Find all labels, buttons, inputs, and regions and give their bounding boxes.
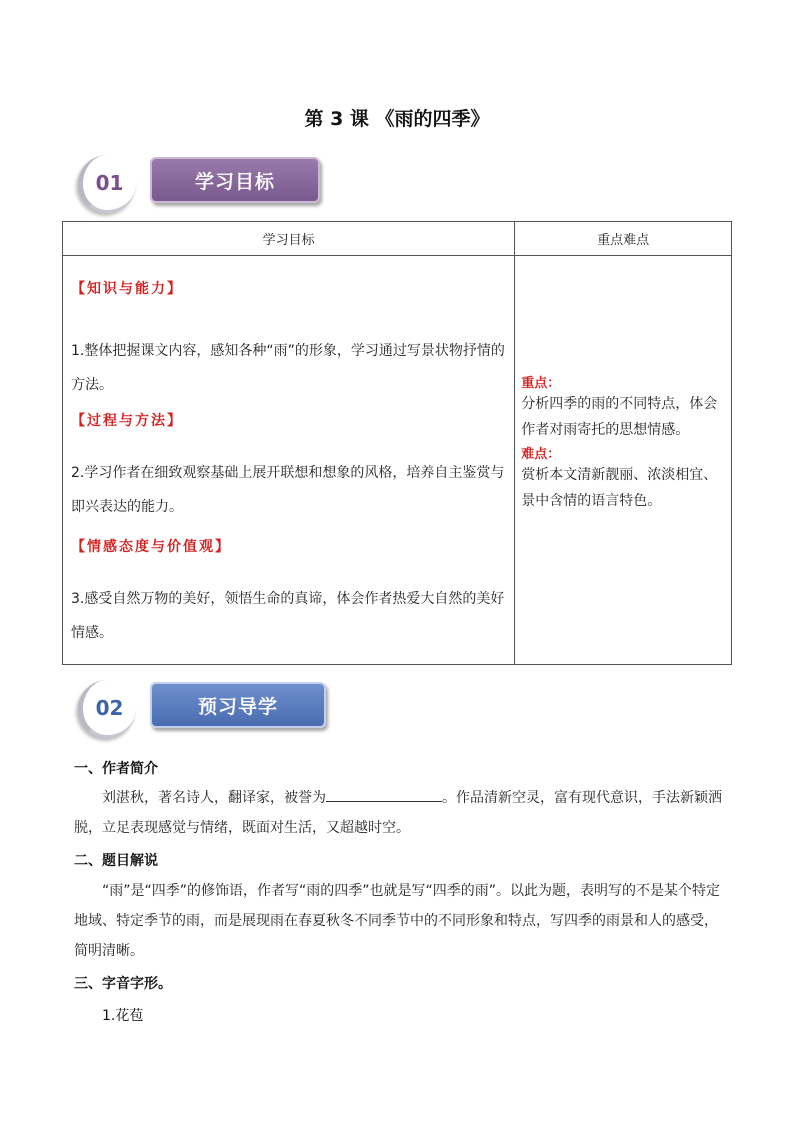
process-heading: 【过程与方法】 [71, 413, 183, 429]
difficulty-label: 难点： [521, 447, 561, 462]
key-point-label: 重点： [521, 376, 561, 391]
emotion-heading: 【情感态度与价值观】 [71, 539, 231, 555]
goal-item-3: 3.感受自然万物的美好，领悟生命的真谛，体会作者热爱大自然的美好情感。 [71, 591, 505, 641]
knowledge-heading: 【知识与能力】 [71, 281, 183, 297]
table-header-key-points: 重点难点 [515, 222, 732, 256]
section-number-badge: 01 [78, 155, 136, 213]
goals-table [62, 221, 732, 665]
author-text-before: 刘湛秋，著名诗人，翻译家，被誉为 [102, 790, 326, 806]
section-label: 预习导学 [150, 682, 326, 728]
page-title: 第 3 课 《雨的四季》 [304, 108, 490, 130]
fill-in-blank [326, 787, 442, 802]
difficulty-text: 赏析本文清新靓丽、浓淡相宜、景中含情的语言特色。 [521, 467, 718, 509]
section-label: 学习目标 [150, 157, 320, 203]
pronunciation-item-1: 1.花苞 [102, 1008, 144, 1024]
pronunciation-heading: 三、字音字形。 [74, 976, 172, 992]
author-text-after: 。作品清新空灵，富有现代意识，手法新颖洒脱，立足表现感觉与情绪，既面对生活，又超越时空。 [74, 790, 722, 836]
author-paragraph [74, 783, 722, 843]
topic-heading: 二、题目解说 [74, 853, 158, 869]
goal-item-1: 1.整体把握课文内容，感知各种“雨”的形象，学习通过写景状物抒情的方法。 [71, 343, 505, 393]
goals-cell [63, 256, 515, 665]
section-banner-preview [78, 680, 338, 734]
goal-item-2: 2.学习作者在细致观察基础上展开联想和想象的风格，培养自主鉴赏与即兴表达的能力。 [71, 465, 505, 515]
section-banner-goals [78, 155, 338, 209]
key-point-text: 分析四季的雨的不同特点，体会作者对雨寄托的思想情感。 [521, 396, 718, 438]
author-heading: 一、作者简介 [74, 761, 158, 777]
topic-paragraph: “雨”是“四季”的修饰语，作者写“雨的四季”也就是写“四季的雨”。以此为题，表明写的不是某个特定地域、特定季节的雨，而是展现雨在春夏秋冬不同季节中的不同形象和特点，写四季的雨景和人的感受，简明清晰。 [74, 883, 721, 959]
key-points-cell [515, 256, 732, 665]
section-number-badge: 02 [78, 680, 136, 738]
table-header-goals: 学习目标 [63, 222, 515, 256]
